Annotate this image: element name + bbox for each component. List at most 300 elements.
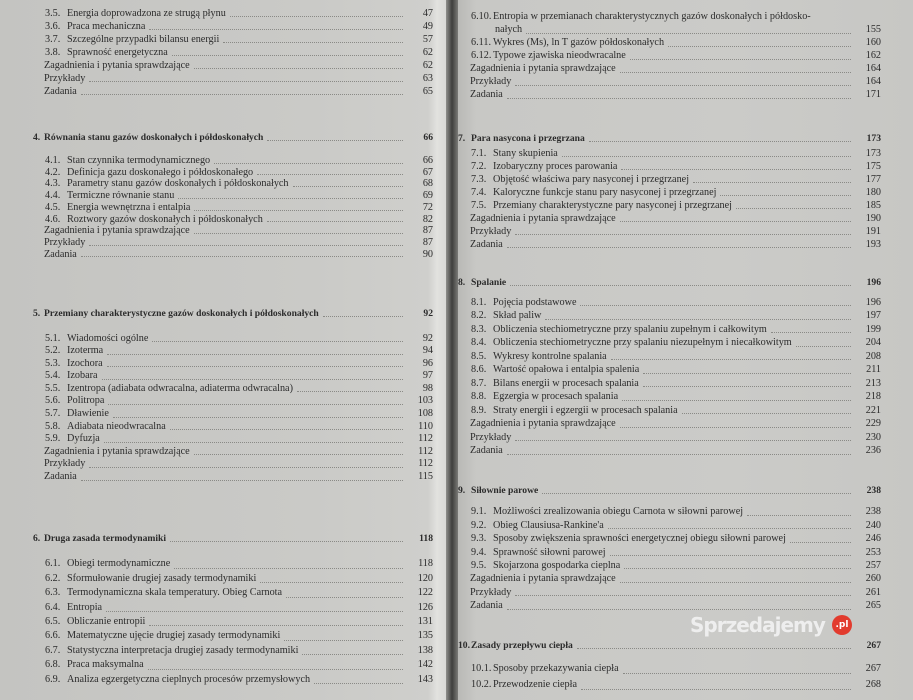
page-number: 267 [865, 663, 881, 674]
section-title: Możliwości zrealizowania obiegu Carnota w siłowni parowej [493, 506, 744, 518]
toc-entry[interactable] [458, 309, 881, 323]
section-title: Stan czynnika termodynamicznego [67, 155, 211, 167]
dot-leader [577, 648, 851, 649]
page-number: 173 [865, 147, 881, 159]
toc-entry[interactable] [33, 471, 433, 484]
dot-leader [81, 256, 403, 257]
section-title: Zagadnienia i pytania sprawdzające [44, 225, 190, 237]
dot-leader [149, 625, 403, 626]
watermark-logo: Sprzedajemy [690, 613, 825, 637]
toc-entry[interactable] [458, 586, 881, 599]
section-title: Przykłady [470, 586, 512, 598]
toc-entry[interactable] [33, 155, 433, 167]
section-number: 8.8. [471, 391, 487, 402]
section-title: Politropa [67, 395, 105, 407]
section-title: Zagadnienia i pytania sprawdzające [470, 212, 616, 224]
section-title: Objętość właściwa pary nasyconej i przegrzanej [493, 173, 690, 185]
page-number: 67 [422, 166, 433, 178]
dot-leader [693, 182, 851, 183]
section-title: Obliczanie entropii [67, 616, 146, 628]
page-number: 112 [418, 458, 433, 470]
page-number: 197 [865, 310, 881, 321]
page-number: 160 [865, 37, 881, 49]
left-page [0, 0, 446, 700]
page-number: 257 [865, 560, 881, 572]
section-title: Entropia [67, 601, 103, 613]
toc-entry[interactable] [458, 12, 881, 25]
dot-leader [507, 454, 851, 455]
dot-leader [223, 42, 403, 43]
toc-entry[interactable] [458, 186, 881, 199]
page-number: 57 [422, 33, 433, 45]
toc-chapter-block [458, 484, 881, 613]
section-title: Zadania [44, 248, 77, 260]
section-title: Wartość opałowa i entalpia spalenia [493, 364, 640, 375]
dot-leader [174, 568, 403, 569]
section-number: 8.9. [471, 404, 487, 416]
dot-leader [507, 609, 851, 610]
dot-leader [113, 417, 403, 418]
toc-entry[interactable] [458, 76, 881, 89]
toc-entry[interactable] [33, 20, 433, 33]
section-number: 5.2. [45, 345, 61, 357]
toc-entry[interactable] [33, 421, 433, 434]
page-number: 175 [865, 160, 881, 172]
section-number: 4.6. [45, 213, 61, 225]
section-title: Analiza egzergetyczna cieplnych procesów przemysłowych [67, 673, 311, 685]
dot-leader [107, 354, 403, 355]
toc-entry[interactable] [458, 572, 881, 585]
section-title: Zagadnienia i pytania sprawdzające [44, 445, 190, 457]
toc-entry[interactable] [33, 237, 433, 249]
section-title: Adiabata nieodwracalna [67, 420, 166, 432]
section-title: Sposoby zwiększenia sprawności energetycznej obiegu siłowni parowej [493, 533, 786, 545]
page-number: 103 [417, 395, 433, 407]
page-number: 196 [865, 296, 881, 308]
toc-entry[interactable] [458, 199, 881, 212]
page-number: 246 [865, 533, 881, 545]
section-title: Zagadnienia i pytania sprawdzające [44, 59, 190, 71]
toc-entry[interactable] [458, 417, 881, 431]
chapter-heading[interactable] [33, 307, 433, 320]
dot-leader [194, 233, 403, 234]
toc-entry[interactable] [458, 519, 881, 532]
section-title: Izochora [67, 357, 103, 369]
toc-entry[interactable] [458, 323, 881, 337]
toc-entry[interactable] [33, 446, 433, 459]
dot-leader [286, 597, 403, 598]
dot-leader [720, 195, 851, 196]
section-number: 6.1. [45, 558, 61, 570]
chapter-number: 7. [458, 132, 466, 144]
toc-entry[interactable] [33, 615, 433, 629]
page-number: 66 [422, 155, 433, 167]
dot-leader [108, 404, 403, 405]
dot-leader [620, 582, 851, 583]
section-title: Zadania [44, 471, 77, 483]
page-number: 87 [422, 236, 433, 248]
toc-entry[interactable] [33, 644, 433, 658]
section-number: 6.8. [45, 659, 61, 671]
dot-leader [314, 683, 403, 684]
toc-entry[interactable] [33, 72, 433, 85]
page-number: 204 [865, 337, 881, 348]
dot-leader [747, 515, 851, 516]
page-number: 72 [422, 201, 433, 213]
page-number: 49 [422, 20, 433, 32]
toc-entry[interactable] [33, 345, 433, 358]
page-number: 208 [865, 350, 881, 362]
toc-entry[interactable] [458, 363, 881, 377]
section-number: 6.3. [45, 587, 61, 599]
chapter-heading[interactable] [458, 484, 881, 497]
toc-entry[interactable] [33, 572, 433, 586]
dot-leader [643, 386, 851, 387]
chapter-number: 8. [458, 276, 466, 288]
dot-leader [89, 81, 403, 82]
page-number: 238 [866, 484, 881, 496]
section-title: Statystyczna interpretacja drugiej zasady termodynamiki [67, 644, 299, 656]
page-number: 118 [418, 558, 433, 570]
toc-entry[interactable] [33, 673, 433, 687]
dot-leader [178, 198, 403, 199]
section-title: Zadania [470, 445, 503, 456]
section-title: Wiadomości ogólne [67, 332, 149, 344]
section-title: Parametry stanu gazów doskonałych i półdoskonałych [67, 178, 289, 190]
section-number: 6.5. [45, 616, 61, 628]
dot-leader [107, 366, 403, 367]
page-number: 122 [417, 587, 433, 599]
section-number: 5.1. [45, 332, 61, 344]
toc-entry[interactable] [33, 190, 433, 202]
section-title: Egzergia w procesach spalania [493, 391, 619, 402]
toc-entry[interactable] [458, 599, 881, 612]
page-number: 238 [865, 506, 881, 518]
section-number: 7.1. [471, 147, 487, 159]
dot-leader [148, 669, 403, 670]
section-title: Przykłady [470, 431, 512, 443]
toc-entry[interactable] [33, 333, 433, 346]
toc-entry[interactable] [458, 431, 881, 445]
section-title: Obiegi termodynamiczne [67, 558, 171, 570]
section-number: 3.6. [45, 20, 61, 32]
section-number: 5.8. [45, 420, 61, 432]
section-number: 8.3. [471, 323, 487, 335]
section-title: Praca mechaniczna [67, 20, 146, 32]
page-number: 63 [422, 72, 433, 84]
dot-leader [260, 582, 403, 583]
page-number: 236 [865, 445, 881, 456]
page-number: 96 [422, 357, 433, 369]
section-title: Roztwory gazów doskonałych i półdoskonałych [67, 213, 263, 225]
toc-entry[interactable] [33, 458, 433, 471]
toc-entry[interactable] [33, 85, 433, 98]
page-number: 142 [417, 659, 433, 671]
toc-entry[interactable] [33, 358, 433, 371]
section-title: Kaloryczne funkcje stanu pary nasyconej i przegrzanej [493, 186, 717, 198]
page-number: 87 [422, 225, 433, 237]
chapter-title: Druga zasada termodynamiki [44, 532, 167, 544]
toc-chapter-block [458, 12, 881, 102]
page-number: 110 [418, 420, 433, 432]
page-number: 112 [418, 445, 433, 457]
section-title: Sposoby przekazywania ciepła [493, 663, 619, 674]
section-number: 8.7. [471, 377, 487, 389]
dot-leader [608, 528, 851, 529]
page-number: 218 [865, 391, 881, 402]
dot-leader [102, 379, 403, 380]
toc-entry[interactable] [33, 225, 433, 237]
page-number: 162 [865, 50, 881, 62]
page-number: 120 [417, 572, 433, 584]
toc-entry[interactable] [458, 50, 881, 63]
toc-entry[interactable] [458, 37, 881, 50]
section-number: 3.7. [45, 33, 61, 45]
section-number: 9.4. [471, 546, 487, 558]
section-title: Przykłady [44, 236, 86, 248]
page-number: 62 [422, 46, 433, 58]
toc-entry[interactable] [33, 629, 433, 643]
dot-leader [81, 94, 403, 95]
page-number: 265 [865, 600, 881, 612]
chapter-heading[interactable] [33, 532, 433, 545]
section-title: Skojarzona gospodarka cieplna [493, 560, 621, 572]
section-title: Przykłady [44, 72, 86, 84]
dot-leader [507, 247, 851, 248]
section-number: 4.2. [45, 166, 61, 178]
toc-entry[interactable] [33, 408, 433, 421]
dot-leader [611, 359, 851, 360]
section-title: Zagadnienia i pytania sprawdzające [470, 63, 616, 75]
toc-entry[interactable] [33, 178, 433, 190]
toc-entry[interactable] [33, 167, 433, 179]
dot-leader [81, 480, 403, 481]
toc-entry[interactable] [458, 336, 881, 350]
page-number: 155 [865, 24, 881, 36]
toc-entry[interactable] [458, 661, 881, 677]
section-title: Szczególne przypadki bilansu energii [67, 33, 220, 45]
toc-entry[interactable] [33, 249, 433, 261]
section-title: Sprawność siłowni parowej [493, 546, 606, 558]
section-number: 6.9. [45, 673, 61, 685]
section-number: 6.12. [471, 50, 492, 62]
section-title: Energia wewnętrzna i entalpia [67, 201, 191, 213]
section-number: 3.5. [45, 7, 61, 19]
toc-entry[interactable] [458, 212, 881, 225]
section-number: 4.5. [45, 201, 61, 213]
dot-leader [284, 640, 403, 641]
section-number: 5.5. [45, 382, 61, 394]
section-number: 6.6. [45, 630, 61, 642]
dot-leader [623, 673, 851, 674]
page-number: 68 [422, 178, 433, 190]
section-number: 9.2. [471, 519, 487, 531]
toc-entry[interactable] [458, 546, 881, 559]
toc-entry[interactable] [458, 63, 881, 76]
toc-entry[interactable] [33, 586, 433, 600]
section-title: Dławienie [67, 408, 109, 420]
section-number: 6.2. [45, 572, 61, 584]
section-title: Zadania [470, 600, 503, 612]
toc-entry[interactable] [458, 677, 881, 693]
dot-leader [771, 332, 851, 333]
page-number: 118 [419, 532, 433, 544]
dot-leader [515, 234, 851, 235]
toc-entry[interactable] [458, 559, 881, 572]
section-title: Bilans energii w procesach spalania [493, 377, 639, 389]
toc-entry[interactable] [33, 558, 433, 572]
page-number: 131 [417, 616, 433, 628]
dot-leader [624, 568, 851, 569]
chapter-heading[interactable] [458, 132, 881, 145]
page-number: 90 [422, 248, 433, 260]
dot-leader [562, 156, 851, 157]
chapter-title: Zasady przepływu ciepła [471, 639, 573, 651]
dot-leader [267, 221, 403, 222]
toc-entry[interactable] [33, 658, 433, 672]
page-number: 47 [422, 7, 433, 19]
toc-chapter-block [458, 276, 881, 458]
dot-leader [170, 541, 403, 542]
page-number: 164 [865, 75, 881, 87]
page-number: 97 [422, 370, 433, 382]
section-title: Termiczne równanie stanu [67, 190, 175, 202]
toc-entry[interactable] [458, 377, 881, 391]
page-number: 180 [865, 186, 881, 198]
dot-leader [297, 391, 403, 392]
section-number: 5.7. [45, 408, 61, 420]
toc-entry[interactable] [458, 225, 881, 238]
toc-entry[interactable] [458, 147, 881, 160]
page-number: 253 [865, 546, 881, 558]
dot-leader [170, 429, 403, 430]
section-number: 4.4. [45, 190, 61, 202]
section-title: Praca maksymalna [67, 659, 144, 671]
dot-leader [630, 59, 851, 60]
section-title: Wykres (Ms), ln T gazów półdoskonałych [493, 37, 665, 49]
dot-leader [106, 611, 403, 612]
toc-entry-continuation[interactable] [458, 24, 881, 37]
toc-entry[interactable] [33, 370, 433, 383]
section-title: Obieg Clausiusa-Rankine'a [493, 519, 604, 531]
chapter-number: 10. [458, 639, 470, 651]
dot-leader [89, 467, 403, 468]
dot-leader [542, 493, 851, 494]
dot-leader [214, 163, 403, 164]
page-number: 98 [422, 382, 433, 394]
section-number: 5.9. [45, 433, 61, 445]
dot-leader [293, 186, 403, 187]
page-number: 164 [865, 63, 881, 75]
toc-entry[interactable] [458, 506, 881, 519]
toc-chapter-block [33, 307, 433, 484]
chapter-title: Przemiany charakterystyczne gazów doskonałych i półdoskonałych [44, 307, 319, 319]
section-number: 8.5. [471, 350, 487, 362]
page-number: 143 [417, 673, 433, 685]
toc-entry[interactable] [33, 383, 433, 396]
dot-leader [323, 316, 403, 317]
toc-chapter-block [458, 639, 881, 694]
toc-entry[interactable] [33, 7, 433, 20]
dot-leader [620, 221, 851, 222]
toc-entry[interactable] [458, 350, 881, 364]
toc-entry[interactable] [458, 173, 881, 186]
section-title: Zadania [470, 239, 503, 251]
chapter-title: Para nasycona i przegrzana [471, 132, 585, 144]
dot-leader [589, 141, 851, 142]
section-title: Przykłady [470, 75, 512, 87]
page-number: 92 [423, 307, 433, 319]
dot-leader [152, 341, 403, 342]
toc-entry[interactable] [458, 89, 881, 102]
page-number: 115 [418, 471, 433, 483]
toc-entry[interactable] [33, 59, 433, 72]
section-number: 6.7. [45, 644, 61, 656]
chapter-heading[interactable] [33, 131, 433, 144]
toc-entry[interactable] [33, 202, 433, 214]
toc-entry[interactable] [33, 601, 433, 615]
section-title: Zagadnienia i pytania sprawdzające [470, 418, 616, 429]
page-number: 199 [865, 323, 881, 335]
dot-leader [230, 16, 403, 17]
page-number: 230 [865, 431, 881, 443]
page-number: 193 [865, 239, 881, 251]
page-number: 171 [865, 88, 881, 100]
page-number: 190 [865, 212, 881, 224]
toc-entry[interactable] [458, 160, 881, 173]
dot-leader [580, 305, 851, 306]
section-number: 6.4. [45, 601, 61, 613]
section-title: Obliczenia stechiometryczne przy spalaniu niezupełnym i niecałkowitym [493, 337, 792, 348]
toc-entry[interactable] [458, 444, 881, 458]
dot-leader [89, 245, 403, 246]
section-number: 9.1. [471, 506, 487, 518]
section-title: Sprawność energetyczna [67, 46, 168, 58]
section-number: 7.2. [471, 160, 487, 172]
dot-leader [194, 68, 403, 69]
section-title: Wykresy kontrolne spalania [493, 350, 607, 362]
toc-entry[interactable] [458, 532, 881, 545]
section-title: Entropia w przemianach charakterystycznych gazów doskonałych i półdosko- [493, 11, 811, 23]
section-number: 5.4. [45, 370, 61, 382]
dot-leader [507, 98, 851, 99]
toc-entry[interactable] [33, 46, 433, 59]
dot-leader [643, 373, 851, 374]
toc-entry[interactable] [458, 296, 881, 310]
section-number: 9.3. [471, 533, 487, 545]
section-title: Pojęcia podstawowe [493, 296, 577, 308]
section-number: 3.8. [45, 46, 61, 58]
toc-entry[interactable] [458, 390, 881, 404]
dot-leader [545, 319, 851, 320]
dot-leader [581, 689, 851, 690]
page-number: 126 [417, 601, 433, 613]
toc-entry[interactable] [33, 395, 433, 408]
toc-entry[interactable] [33, 33, 433, 46]
toc-entry[interactable] [458, 404, 881, 418]
chapter-heading[interactable] [458, 639, 881, 652]
toc-entry[interactable] [33, 433, 433, 446]
section-title: Izentropa (adiabata odwracalna, adiaterma odwracalna) [67, 382, 293, 394]
toc-entry[interactable] [458, 238, 881, 251]
chapter-title: Równania stanu gazów doskonałych i półdoskonałych [44, 131, 264, 143]
toc-entry[interactable] [33, 214, 433, 226]
chapter-title: Spalanie [471, 276, 507, 288]
section-number: 7.3. [471, 173, 487, 185]
section-number: 4.3. [45, 178, 61, 190]
toc-chapter-block [33, 7, 433, 98]
chapter-heading[interactable] [458, 276, 881, 289]
